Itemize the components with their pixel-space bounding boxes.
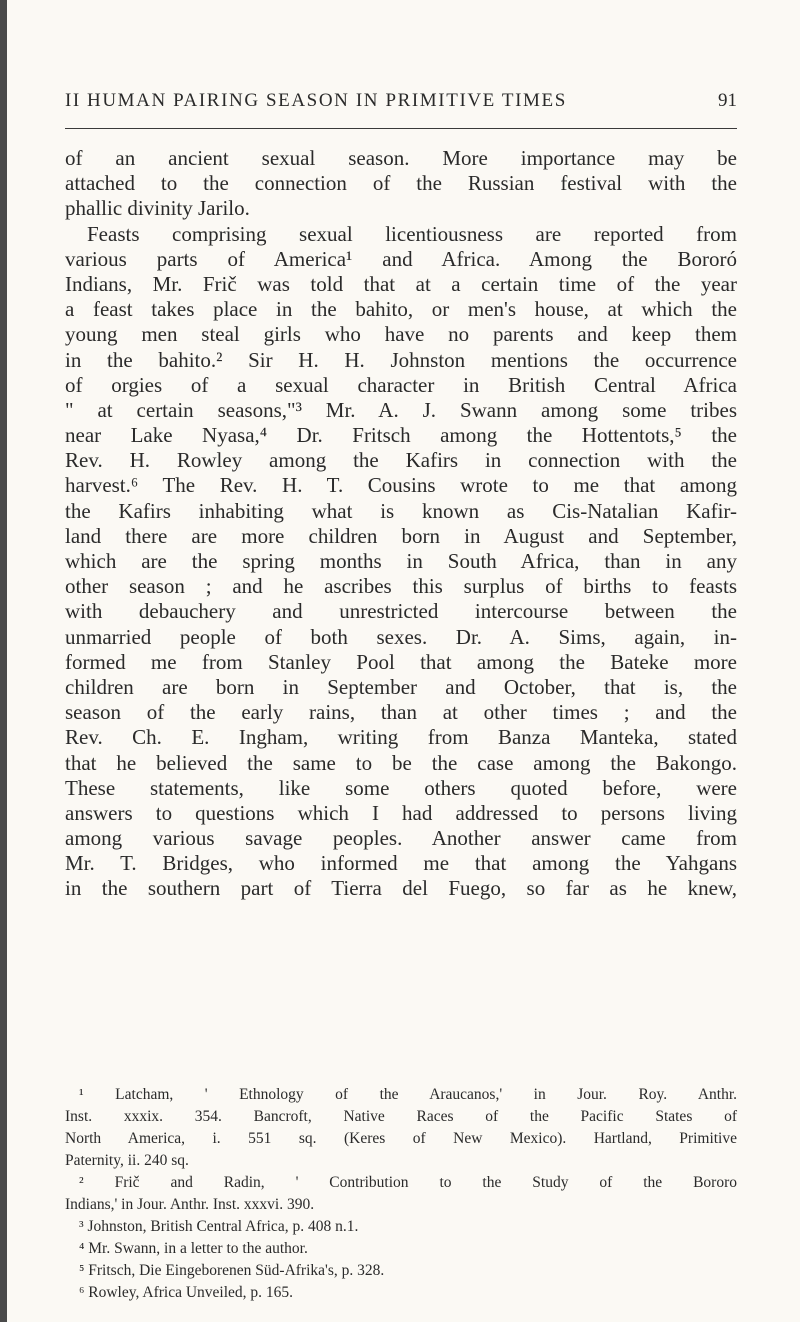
footnotes: [65, 1084, 737, 1304]
body-text: [65, 146, 737, 902]
body-line: attached to the connection of the Russian festival with the: [65, 171, 737, 196]
body-line: in the southern part of Tierra del Fuego, so far as he knew,: [65, 876, 737, 901]
body-line: of orgies of a sexual character in British Central Africa: [65, 372, 737, 397]
footnote-line: ⁵ Fritsch, Die Eingeborenen Süd-Afrika's, p. 328.: [79, 1262, 385, 1279]
footnote-line: ³ Johnston, British Central Africa, p. 408 n.1.: [79, 1218, 359, 1235]
body-line: phallic divinity Jarilo.: [65, 196, 250, 221]
footnote-line: ⁶ Rowley, Africa Unveiled, p. 165.: [79, 1284, 294, 1301]
body-line: various parts of America¹ and Africa. Among the Bororó: [65, 246, 737, 271]
body-line: land there are more children born in August and September,: [65, 523, 737, 548]
running-head: [65, 90, 737, 112]
chapter-number: II: [65, 90, 81, 111]
footnote-line: North America, i. 551 sq. (Keres of New Mexico). Hartland, Primitive: [65, 1130, 737, 1147]
running-title: HUMAN PAIRING SEASON IN PRIMITIVE TIMES: [87, 90, 567, 111]
body-line: Mr. T. Bridges, who informed me that among the Yahgans: [65, 851, 737, 876]
footnote-line: ¹ Latcham, ' Ethnology of the Araucanos,' in Jour. Roy. Anthr.: [79, 1086, 737, 1103]
page-number: 91: [718, 90, 737, 111]
body-line: Indians, Mr. Frič was told that at a certain time of the year: [65, 271, 737, 296]
body-line: which are the spring months in South Africa, than in any: [65, 549, 737, 573]
body-line: in the bahito.² Sir H. H. Johnston mentions the occurrence: [65, 347, 737, 372]
body-line: children are born in September and October, that is, the: [65, 674, 737, 699]
body-line: near Lake Nyasa,⁴ Dr. Fritsch among the Hottentots,⁵ the: [65, 423, 737, 448]
body-line: These statements, like some others quoted before, were: [65, 775, 737, 800]
body-line: Rev. H. Rowley among the Kafirs in connection with the: [65, 448, 737, 473]
footnote-line: ⁴ Mr. Swann, in a letter to the author.: [79, 1240, 308, 1257]
body-line: harvest.⁶ The Rev. H. T. Cousins wrote to me that among: [65, 473, 737, 498]
body-line: Feasts comprising sexual licentiousness are reported from: [87, 221, 737, 246]
body-line: answers to questions which I had addressed to persons living: [65, 800, 737, 825]
body-line: of an ancient sexual season. More importance may be: [65, 146, 737, 170]
body-line: other season ; and he ascribes this surplus of births to feasts: [65, 574, 737, 599]
body-line: among various savage peoples. Another answer came from: [65, 826, 737, 851]
body-line: young men steal girls who have no parents and keep them: [65, 322, 737, 347]
body-line: " at certain seasons,"³ Mr. A. J. Swann among some tribes: [65, 397, 737, 422]
footnote-line: ² Frič and Radin, ' Contribution to the Study of the Bororo: [79, 1174, 737, 1191]
body-line: that he believed the same to be the case among the Bakongo.: [65, 750, 737, 775]
body-line: the Kafirs inhabiting what is known as Cis-Natalian Kafir-: [65, 498, 737, 523]
body-line: Rev. Ch. E. Ingham, writing from Banza Manteka, stated: [65, 725, 737, 750]
footnote-line: Inst. xxxix. 354. Bancroft, Native Races of the Pacific States of: [65, 1108, 737, 1125]
body-line: formed me from Stanley Pool that among the Bateke more: [65, 649, 737, 674]
body-line: a feast takes place in the bahito, or men's house, at which the: [65, 297, 737, 322]
body-line: season of the early rains, than at other times ; and the: [65, 700, 737, 725]
footnote-line: Paternity, ii. 240 sq.: [65, 1152, 189, 1169]
body-line: unmarried people of both sexes. Dr. A. Sims, again, in-: [65, 624, 737, 649]
header-rule: [65, 128, 737, 129]
footnote-line: Indians,' in Jour. Anthr. Inst. xxxvi. 390.: [65, 1196, 315, 1213]
page-edge-shadow: [0, 0, 7, 1322]
body-line: with debauchery and unrestricted intercourse between the: [65, 599, 737, 624]
